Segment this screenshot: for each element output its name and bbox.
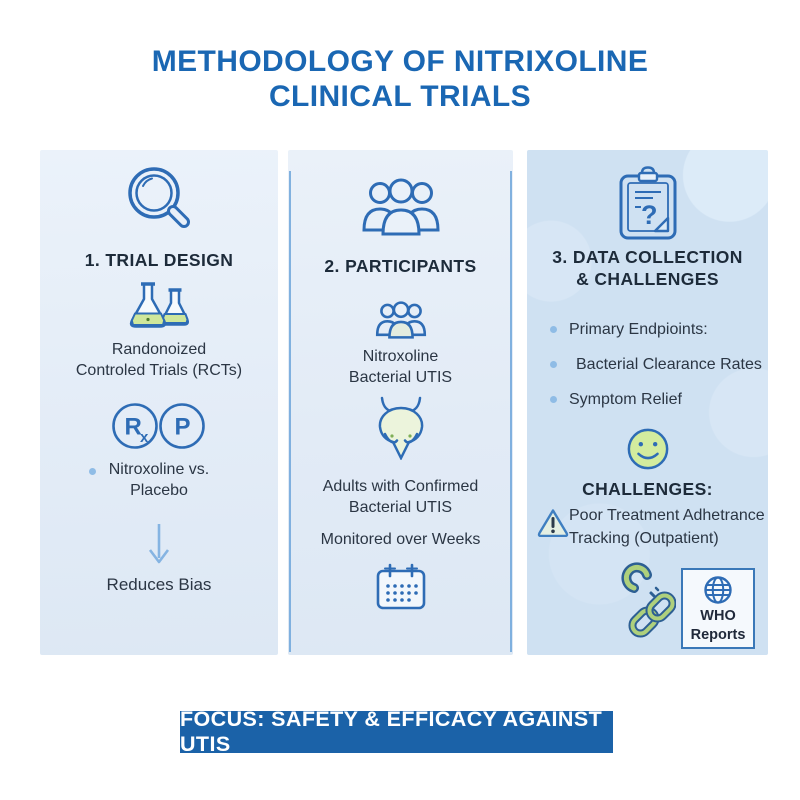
smiley-icon-wrap bbox=[527, 427, 768, 471]
rct-text-line1: Randonoized bbox=[111, 341, 207, 358]
adults-text-line1: Adults with Confirmed bbox=[322, 478, 479, 495]
flasks-icon bbox=[119, 280, 199, 346]
who-label-line1: WHO bbox=[700, 608, 736, 625]
clipboard-question-icon bbox=[615, 166, 681, 242]
col3-heading bbox=[527, 247, 768, 291]
focus-banner bbox=[180, 707, 613, 756]
people-group-icon bbox=[359, 178, 443, 236]
vs-text-line2: Placebo bbox=[130, 482, 188, 500]
globe-icon bbox=[701, 573, 735, 607]
challenges-heading: CHALLENGES: bbox=[582, 479, 713, 499]
rct-text bbox=[40, 339, 278, 381]
nitroxoline-utis-line1: Nitroxoline bbox=[362, 348, 439, 365]
challenge-text-line1: Poor Treatment Adhetrance bbox=[569, 507, 765, 524]
smiley-icon bbox=[626, 427, 670, 471]
calendar-icon-wrap bbox=[288, 562, 513, 612]
bullet-dot bbox=[550, 326, 557, 333]
rx-sub-letter: x bbox=[140, 429, 149, 446]
endpoint-bullet-2 bbox=[527, 356, 768, 374]
adults-text bbox=[288, 476, 513, 518]
adults-text-line2: Bacterial UTIS bbox=[348, 499, 453, 517]
magnifier-icon bbox=[121, 162, 197, 242]
people-group-icon-wrap bbox=[288, 178, 513, 236]
bullet-dot bbox=[550, 361, 557, 368]
col1-heading: 1. TRIAL DESIGN bbox=[84, 250, 234, 270]
endpoint-bullet-1 bbox=[527, 321, 768, 339]
panel-data-collection bbox=[527, 150, 768, 655]
endpoint-bullet-3 bbox=[527, 391, 768, 409]
rct-text-line2: Controled Trials (RCTs) bbox=[75, 362, 243, 380]
broken-chain-icon bbox=[620, 562, 676, 644]
rx-letter: R bbox=[124, 413, 142, 441]
clipboard-icon-wrap bbox=[527, 166, 768, 242]
down-arrow-icon-wrap bbox=[40, 522, 278, 566]
endpoint-bullet-3-label: Symptom Relief bbox=[569, 391, 682, 408]
page-title-line2: CLINICAL TRIALS bbox=[268, 80, 532, 114]
reduces-bias-text: Reduces Bias bbox=[106, 575, 212, 594]
page-title-line1: METHODOLOGY OF NITRIXOLINE bbox=[151, 45, 649, 78]
vs-text bbox=[40, 459, 278, 501]
calendar-icon bbox=[375, 562, 427, 612]
svg-text:?: ? bbox=[640, 200, 657, 230]
bladder-icon bbox=[370, 396, 432, 460]
col2-heading: 2. PARTICIPANTS bbox=[324, 256, 477, 276]
vs-text-line1: Nitroxoline vs. bbox=[108, 461, 210, 478]
rx-p-icons-wrap bbox=[40, 401, 278, 451]
rx-p-icons bbox=[110, 401, 208, 451]
panel-trial-design bbox=[40, 150, 278, 655]
endpoint-bullet-1-label: Primary Endpioints: bbox=[569, 321, 708, 338]
flasks-icon-wrap bbox=[40, 280, 278, 346]
nitroxoline-utis-line2: Bacterial UTIS bbox=[348, 369, 453, 387]
page-title bbox=[0, 44, 800, 114]
nitroxoline-utis-text bbox=[288, 346, 513, 388]
warning-triangle-icon bbox=[536, 507, 570, 537]
p-letter: P bbox=[174, 413, 191, 441]
who-reports-box[interactable] bbox=[681, 568, 755, 649]
challenge-text bbox=[569, 505, 765, 550]
down-arrow-icon bbox=[143, 522, 175, 566]
endpoint-bullet-2-label: Bacterial Clearance Rates bbox=[576, 356, 762, 373]
people-group-small-icon-wrap bbox=[288, 301, 513, 339]
magnifier-icon-wrap bbox=[40, 162, 278, 242]
col3-heading-line1: 3. DATA COLLECTION bbox=[552, 247, 743, 267]
monitored-text: Monitored over Weeks bbox=[320, 531, 481, 548]
challenge-text-line2: Tracking (Outpatient) bbox=[569, 529, 719, 547]
focus-banner-label: FOCUS: SAFETY & EFFICACY AGAINST UTIS bbox=[180, 707, 603, 756]
bullet-dot bbox=[550, 396, 557, 403]
col3-heading-line2: & CHALLENGES bbox=[576, 268, 719, 289]
bladder-icon-wrap bbox=[288, 396, 513, 460]
people-group-small-icon bbox=[374, 301, 428, 339]
panel-participants bbox=[288, 150, 513, 655]
who-label-line2: Reports bbox=[690, 626, 746, 643]
